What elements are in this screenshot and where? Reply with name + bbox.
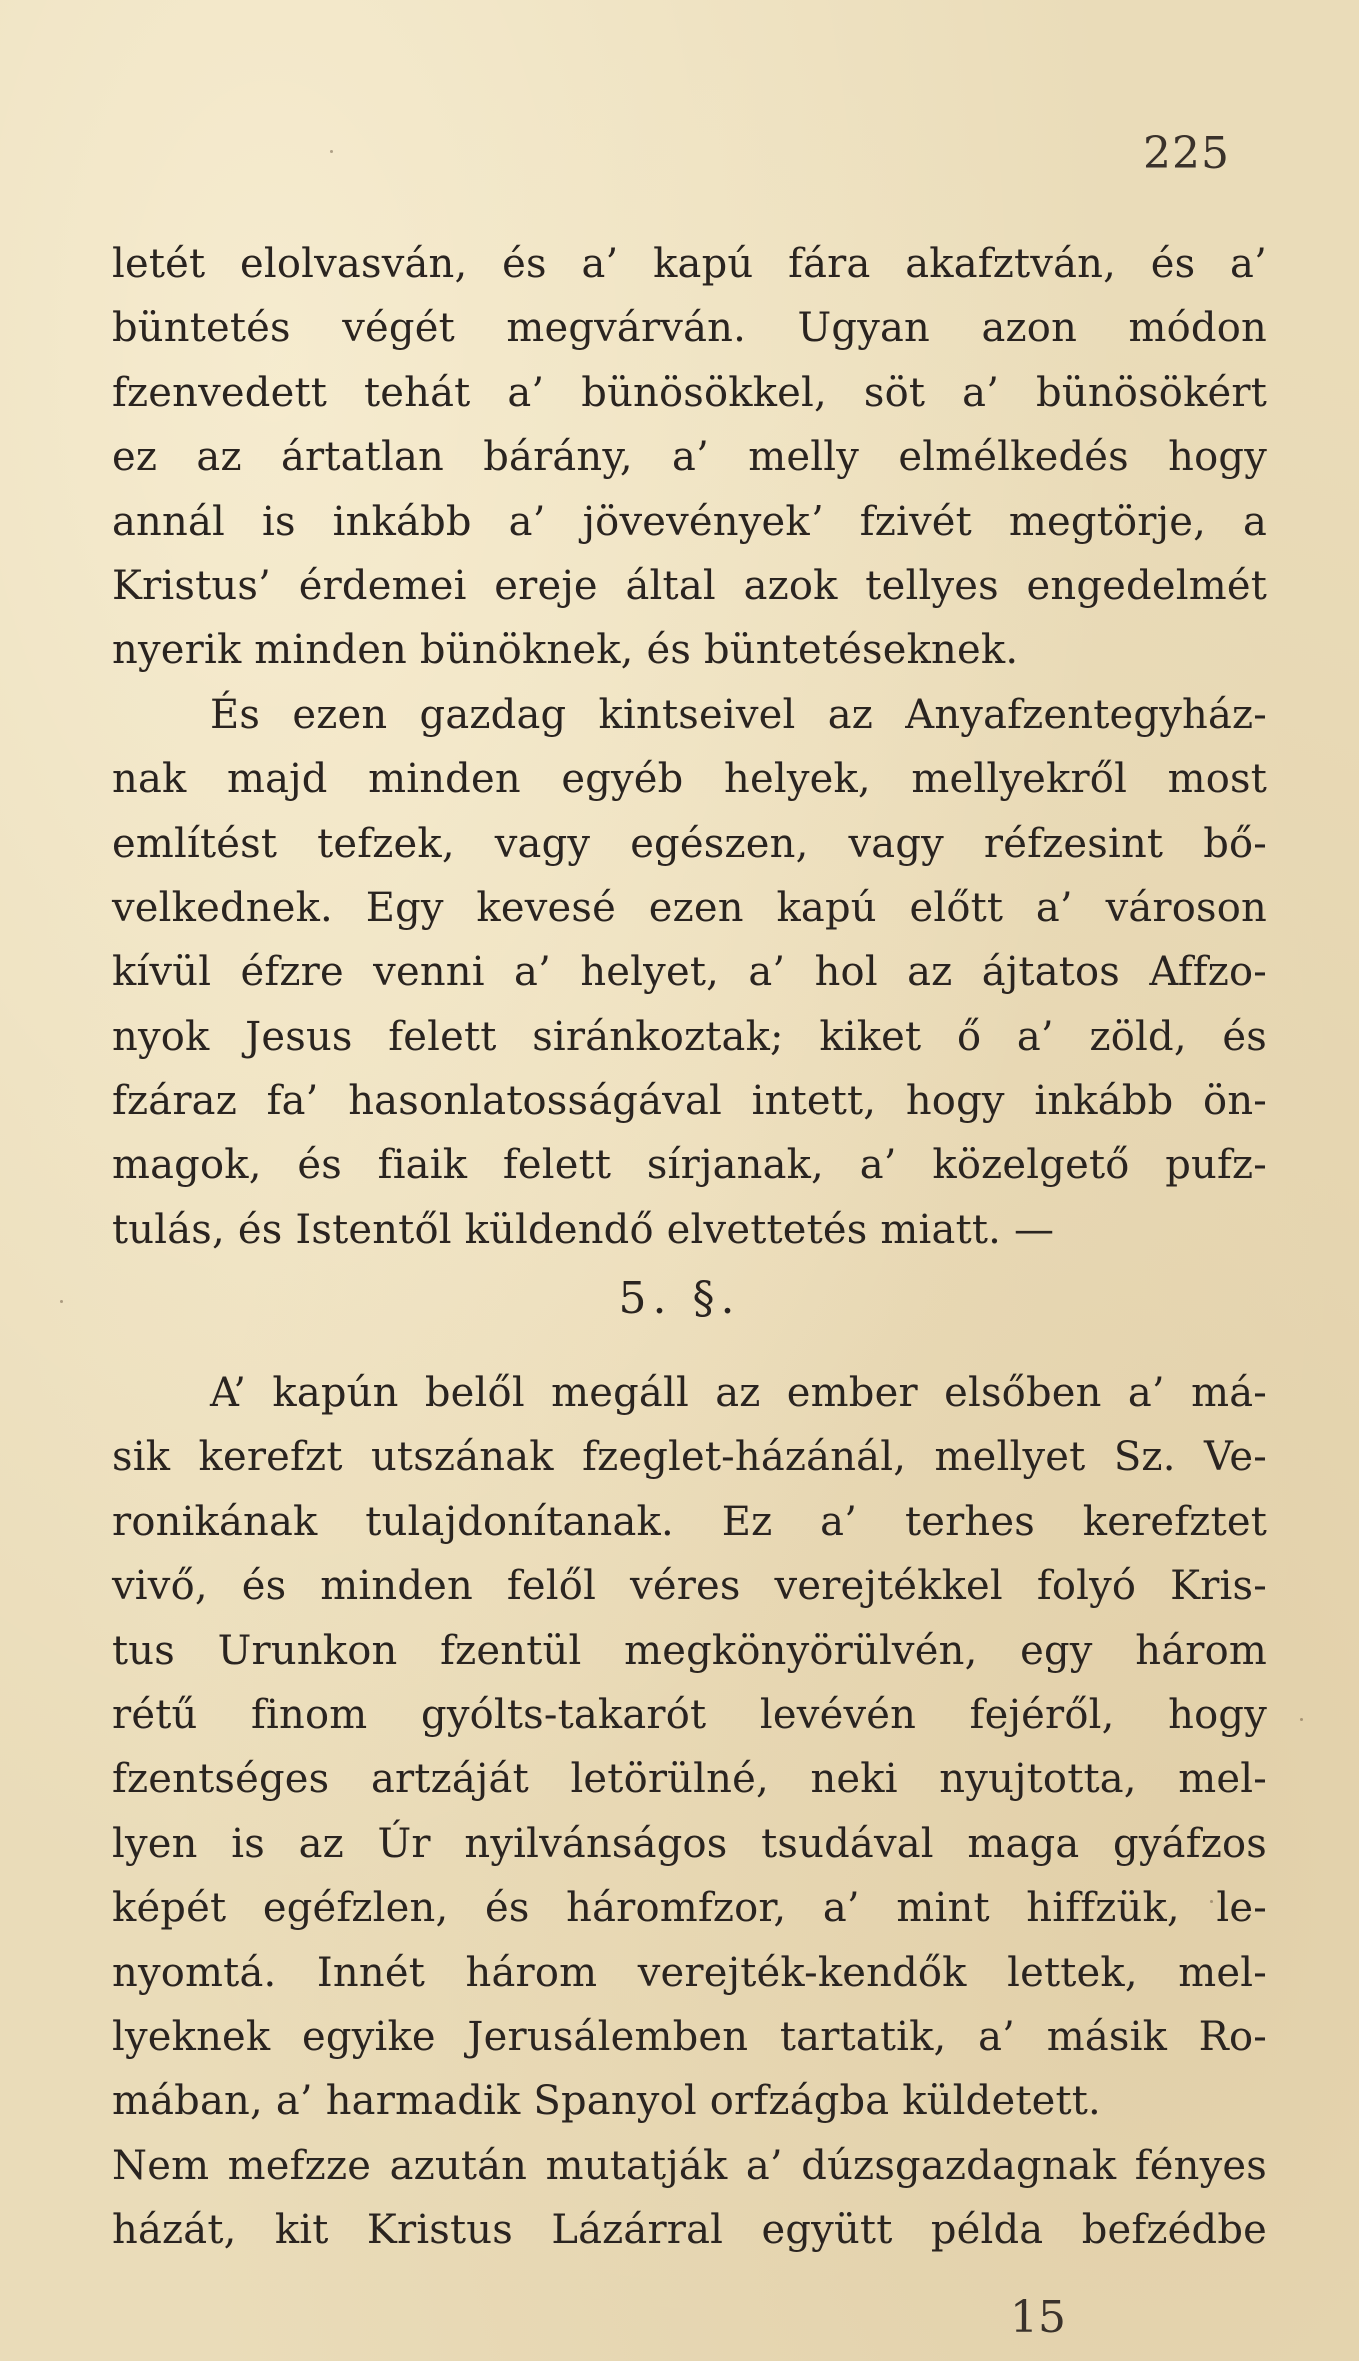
text-line: annál is inkább a’ jövevényekʼ fzivét megtörje, a (112, 498, 1267, 545)
text-line: Kristus’ érdemei ereje által azok tellyes engedelmét (112, 562, 1267, 609)
section-heading: 5. §. (618, 1273, 741, 1324)
text-line: ronikának tulajdonítanak. Ez a’ terhes kerefztet (112, 1498, 1267, 1545)
paper-speck (60, 1300, 63, 1303)
paper-speck (640, 2230, 643, 2233)
text-line: fzáraz fa’ hasonlatosságával intett, hogy inkább ön- (112, 1078, 1267, 1125)
text-line: fzenvedett tehát a’ bünösökkel, söt a’ bünösökért (112, 369, 1267, 416)
text-line: lyeknek egyike Jerusálemben tartatik, a’ másik Ro- (112, 2013, 1267, 2060)
text-line: lyen is az Úr nyilvánságos tsudával maga gyáfzos (112, 1820, 1267, 1867)
text-line: büntetés végét megvárván. Ugyan azon módon (112, 305, 1267, 352)
signature-mark: 15 (1010, 2292, 1066, 2343)
text-line: kívül éfzre venni a’ helyet, a’ hol az ájtatos Affzo- (112, 949, 1267, 996)
text-line: nyerik minden bünöknek, és büntetéseknek. (112, 627, 1019, 674)
text-line: nak majd minden egyéb helyek, mellyekről most (112, 756, 1267, 803)
text-line: házát, kit Kristus Lázárral együtt példa befzédbe (112, 2207, 1267, 2254)
text-line: letét elolvasván, és a’ kapú fára akafztván, és a’ (112, 241, 1267, 287)
text-line: ez az ártatlan bárány, a’ melly elmélkedés hogy (112, 434, 1267, 481)
text-line: tus Urunkon fzentül megkönyörülvén, egy három (112, 1627, 1267, 1674)
text-line: És ezen gazdag kintseivel az Anyafzentegyház- (210, 691, 1267, 738)
text-line: fzentséges artzáját letörülné, neki nyujtotta, mel- (112, 1756, 1267, 1803)
text-line: mában, a’ harmadik Spanyol orfzágba küldetett. (112, 2078, 1101, 2125)
text-line: rétű finom gyólts-takarót levévén fejéről, hogy (112, 1691, 1267, 1738)
text-line: velkednek. Egy kevesé ezen kapú előtt a’ városon (112, 884, 1267, 931)
paper-speck (1210, 1900, 1213, 1903)
text-line: vivő, és minden felől véres verejtékkel folyó Kris- (112, 1563, 1267, 1610)
text-line: sik kerefzt utszának fzeglet-házánál, mellyet Sz. Ve- (112, 1434, 1267, 1481)
text-line: nyomtá. Innét három verejték-kendők lettek, mel- (112, 1949, 1267, 1996)
paragraph-continuation (112, 232, 1267, 1262)
page-number: 225 (1143, 128, 1230, 179)
text-line: említést tefzek, vagy egészen, vagy réfzesint bő- (112, 820, 1267, 867)
text-line: tulás, és Istentől küldendő elvettetés miatt. — (112, 1206, 1055, 1253)
paper-speck (1300, 1718, 1303, 1721)
text-line: A’ kapún belől megáll az ember elsőben a’ má- (210, 1370, 1267, 1416)
paper-speck (330, 150, 333, 153)
paragraph-section-5 (112, 1361, 1267, 2262)
text-line: képét egéfzlen, és háromfzor, a’ mint hiffzük, le- (112, 1885, 1267, 1932)
text-line: nyok Jesus felett siránkoztak; kiket ő a’ zöld, és (112, 1013, 1267, 1060)
text-line: Nem mefzze azután mutatják a’ dúzsgazdagnak fényes (112, 2142, 1267, 2189)
text-line: magok, és fiaik felett sírjanak, a’ közelgető pufz- (112, 1142, 1267, 1189)
